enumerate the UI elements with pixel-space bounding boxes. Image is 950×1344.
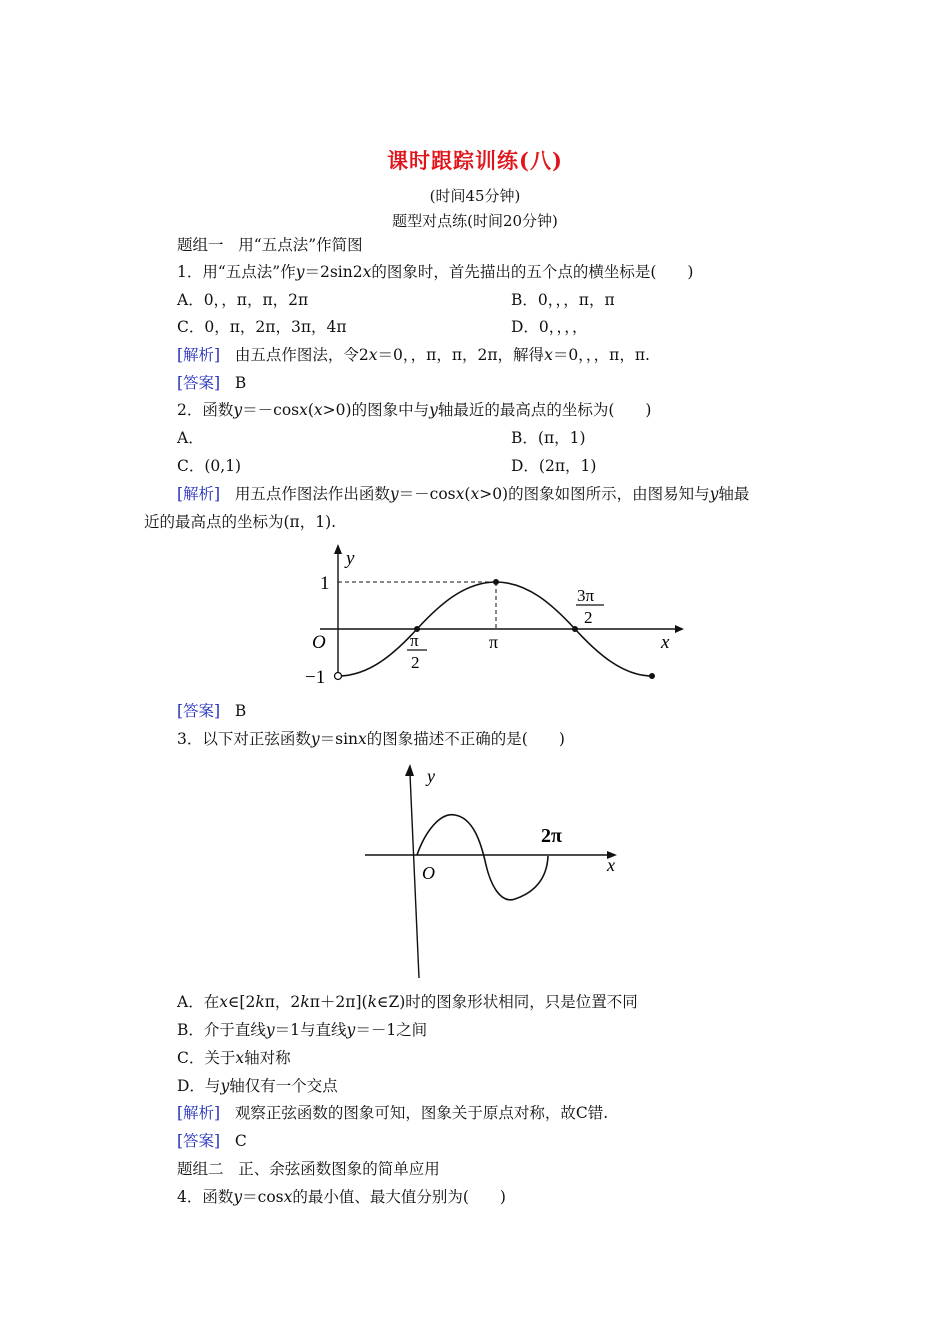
sine-curve <box>417 815 548 900</box>
q2-option-c[interactable]: C．(0,1) <box>177 457 242 475</box>
label-pi: π <box>489 632 499 652</box>
y-axis <box>410 774 419 978</box>
page-title: 课时跟踪训练(八) <box>387 148 563 173</box>
q2-option-b[interactable]: B．(π，1) <box>511 429 586 447</box>
label-neg-one: −1 <box>305 667 326 688</box>
q1-answer <box>177 373 246 393</box>
q1-option-b[interactable]: B．0，，，π，π <box>511 291 615 309</box>
q2-answer-value: B <box>234 702 247 720</box>
label-3pi-half-num: 3π <box>577 586 595 605</box>
answer-tag: [答案] <box>177 702 221 720</box>
x-axis-label: x <box>661 632 670 653</box>
q2-answer <box>177 701 246 721</box>
origin-label: O <box>312 632 326 653</box>
group2-text: 正、余弦函数图象的简单应用 <box>238 1160 440 1178</box>
q1-stem: 1．用“五点法”作y＝2sin2x的图象时，首先描出的五个点的横坐标是( ) <box>177 263 694 281</box>
q3-option-b[interactable]: B．介于直线y＝1与直线y＝－1之间 <box>177 1021 428 1039</box>
q1-analysis: [解析] 由五点作图法，令2x＝0，，π，π，2π，解得x＝0，，，π，π. <box>177 346 650 364</box>
group2-label: 题组二 <box>177 1160 224 1178</box>
q2-stem: 2．函数y＝－cosx(x>0)的图象中与y轴最近的最高点的坐标为( ) <box>177 401 652 419</box>
open-point-start <box>335 673 342 680</box>
y-axis-arrow <box>334 544 342 554</box>
x-axis-arrow <box>675 625 684 633</box>
q1-option-c[interactable]: C．0，π，2π，3π，4π <box>177 318 347 336</box>
label-3pi-half-den: 2 <box>584 608 593 627</box>
y-axis-arrow <box>405 764 414 776</box>
q3-option-d[interactable]: D．与y轴仅有一个交点 <box>177 1077 338 1095</box>
answer-tag: [答案] <box>177 374 221 392</box>
point-end <box>649 673 655 679</box>
q1-option-a[interactable]: A．0，，π，π，2π <box>177 291 309 309</box>
q3-analysis: [解析] 观察正弦函数的图象可知，图象关于原点对称，故C错. <box>177 1104 609 1122</box>
group1-label: 题组一 <box>177 236 224 254</box>
analysis-tag: [解析] <box>177 1104 221 1122</box>
group1-text: 用“五点法”作简图 <box>238 236 363 254</box>
q2-option-a[interactable]: A． <box>177 429 204 447</box>
time-total: (时间45分钟) <box>429 187 521 205</box>
q2-analysis-line2: 近的最高点的坐标为(π，1). <box>144 513 337 531</box>
label-2pi: 2π <box>541 825 562 847</box>
q2-option-d[interactable]: D．(2π，1) <box>511 457 597 475</box>
group1-heading <box>177 235 363 255</box>
q3-option-c[interactable]: C．关于x轴对称 <box>177 1049 291 1067</box>
q3-sine-graph <box>355 760 630 982</box>
point-3pi-half <box>572 626 578 632</box>
y-axis-label: y <box>346 548 355 569</box>
point-maximum <box>493 579 499 585</box>
analysis-tag: [解析] <box>177 346 221 364</box>
q2-analysis: [解析] 用五点作图法作出函数y＝－cosx(x>0)的图象如图所示，由图易知与y轴最 <box>177 485 750 503</box>
x-axis-label: x <box>607 855 615 875</box>
label-one: 1 <box>320 573 330 594</box>
q1-answer-value: B <box>234 374 247 392</box>
y-axis-label: y <box>427 766 435 786</box>
section-heading: 题型对点练(时间20分钟) <box>392 212 558 230</box>
label-pi-half-den: 2 <box>411 653 420 672</box>
q3-option-a[interactable]: A．在x∈[2kπ，2kπ＋2π](k∈Z)时的图象形状相同，只是位置不同 <box>177 993 638 1011</box>
q3-stem: 3．以下对正弦函数y＝sinx的图象描述不正确的是( ) <box>177 730 565 748</box>
answer-tag: [答案] <box>177 1132 221 1150</box>
q3-answer <box>177 1131 247 1151</box>
label-pi-half-num: π <box>410 631 419 650</box>
group2-heading <box>177 1159 440 1179</box>
origin-label: O <box>422 863 435 883</box>
q3-answer-value: C <box>234 1132 247 1150</box>
q1-option-d[interactable]: D．0，，，， <box>511 318 588 336</box>
q2-cosine-graph <box>300 542 690 692</box>
analysis-tag: [解析] <box>177 485 221 503</box>
q4-stem: 4．函数y＝cosx的最小值、最大值分别为( ) <box>177 1188 506 1206</box>
